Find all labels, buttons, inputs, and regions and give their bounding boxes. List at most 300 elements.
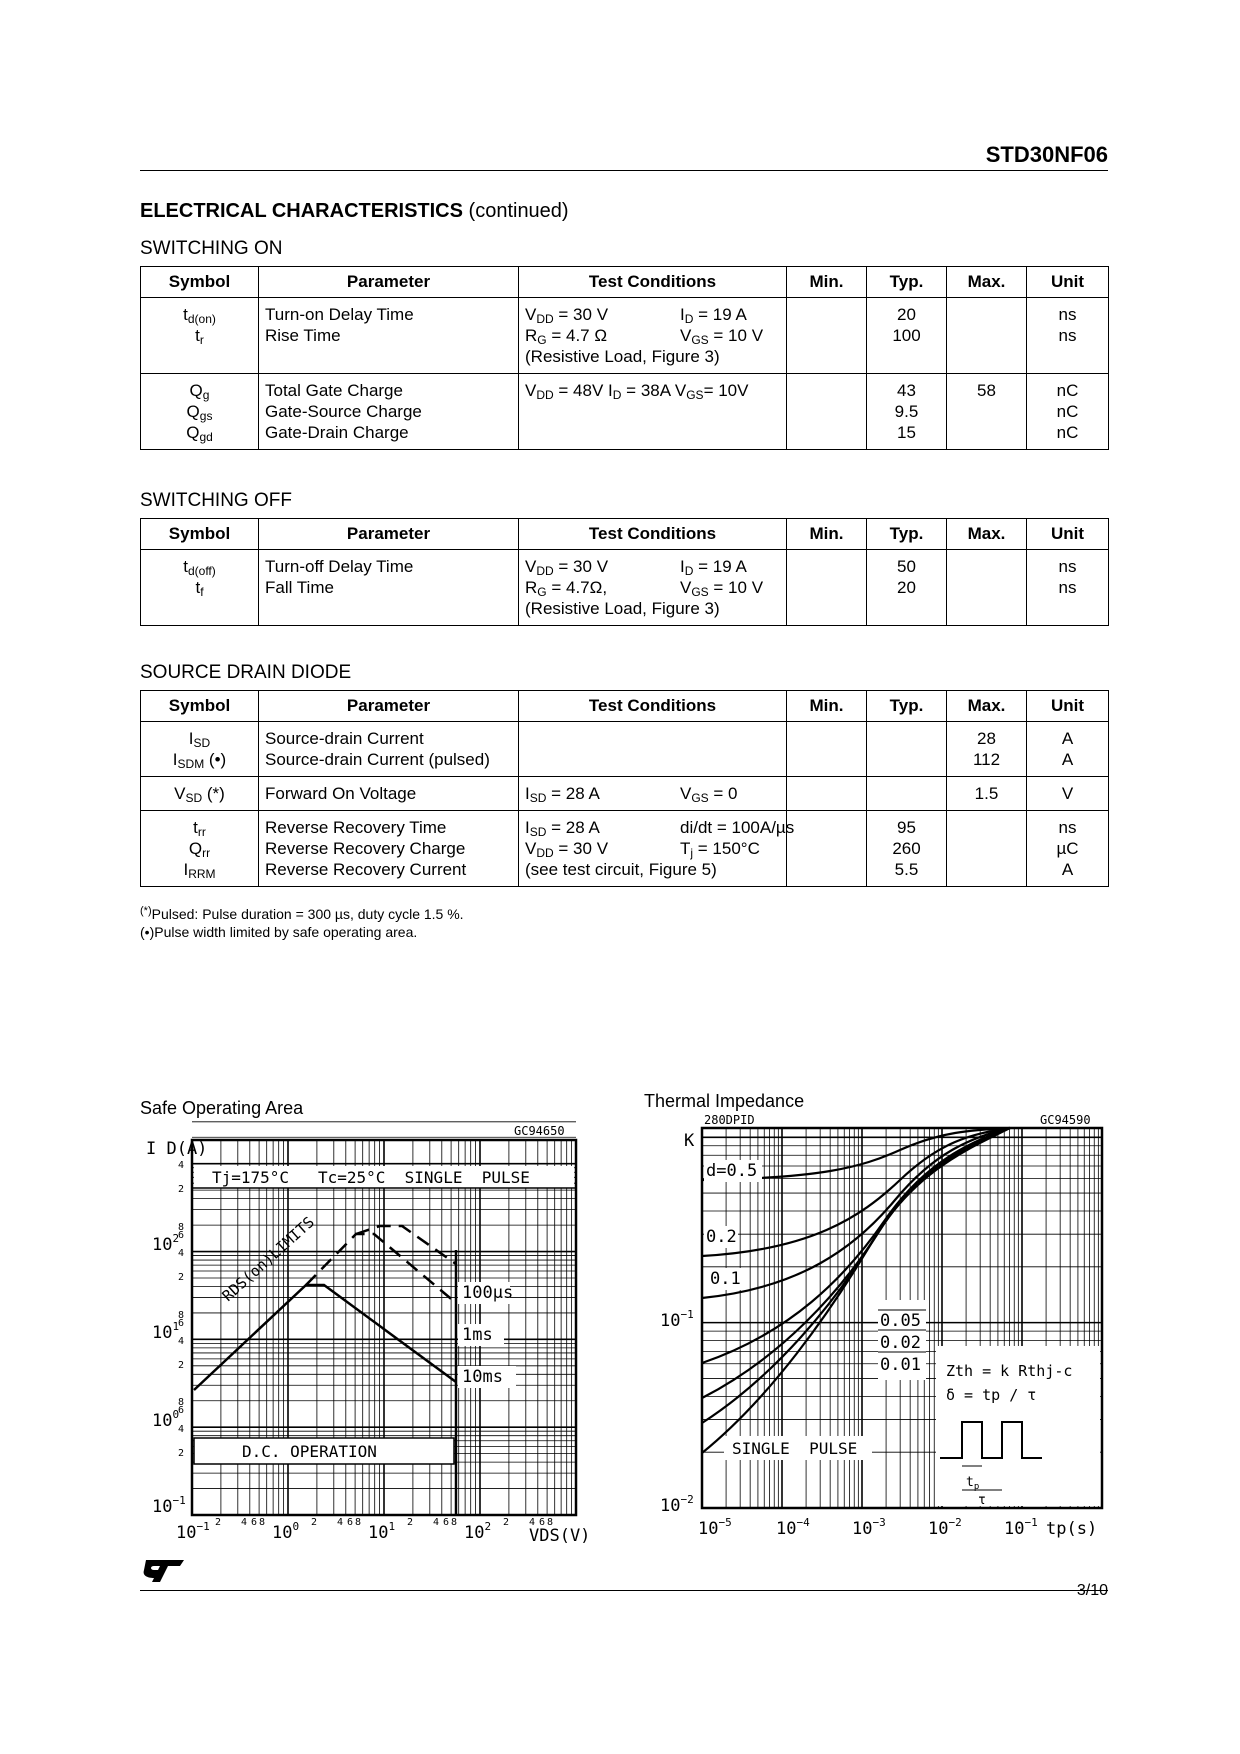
symbol-main: I bbox=[188, 729, 194, 748]
svg-text:4: 4 bbox=[337, 1517, 344, 1528]
thermal-xtick-5: $10^{-1}$ bbox=[1004, 1516, 1038, 1539]
soa-x-axis-label: VDS(V) bbox=[529, 1526, 591, 1546]
thermal-xtick-4: $10^{-2}$ bbox=[928, 1516, 962, 1539]
condition-value: = 28 A bbox=[546, 818, 600, 837]
column-header: Test Conditions bbox=[519, 691, 787, 722]
condition-segment bbox=[680, 784, 738, 803]
parameter: Source-drain Current bbox=[265, 729, 424, 748]
condition-line bbox=[525, 325, 780, 346]
svg-text:8: 8 bbox=[178, 1222, 185, 1233]
column-header: Parameter bbox=[259, 691, 519, 722]
thermal-single-pulse: SINGLE PULSE bbox=[732, 1439, 858, 1458]
condition-sub: GS bbox=[691, 333, 709, 347]
max-cell bbox=[947, 374, 1027, 450]
table-row bbox=[141, 374, 1109, 450]
table-row bbox=[141, 722, 1109, 777]
symbol-sub: gs bbox=[199, 409, 213, 423]
svg-text:6: 6 bbox=[251, 1517, 258, 1528]
column-header: Test Conditions bbox=[519, 267, 787, 298]
condition-sub: G bbox=[537, 333, 547, 347]
condition-segment bbox=[675, 381, 749, 400]
test-conditions-cell bbox=[519, 811, 795, 887]
symbol-main: I bbox=[172, 750, 178, 769]
test-conditions-cell bbox=[519, 374, 787, 450]
thermal-ytick-1: $10^{-1}$ bbox=[660, 1308, 694, 1331]
soa-ytick-3: $10^1$ bbox=[152, 1320, 180, 1343]
symbol-cell bbox=[141, 550, 259, 626]
condition-value: = 10V bbox=[703, 381, 749, 400]
column-header: Typ. bbox=[867, 267, 947, 298]
thermal-tau-label: τ bbox=[978, 1493, 986, 1508]
typ-cell bbox=[867, 374, 947, 450]
condition-segment bbox=[525, 381, 608, 400]
symbol-cell bbox=[141, 811, 259, 887]
typ-value: 43 bbox=[897, 381, 916, 400]
min-cell bbox=[787, 374, 867, 450]
condition-segment bbox=[525, 577, 680, 598]
condition-main: V bbox=[525, 839, 537, 858]
parameter: Reverse Recovery Current bbox=[265, 860, 467, 879]
condition-line bbox=[525, 817, 795, 839]
condition-sub: GS bbox=[691, 585, 709, 599]
unit-value: ns bbox=[1058, 818, 1077, 837]
max-cell bbox=[947, 777, 1027, 811]
symbol-main: t bbox=[183, 557, 188, 576]
condition-main: T bbox=[680, 839, 691, 858]
symbol bbox=[147, 817, 252, 838]
symbol-sub: RRM bbox=[188, 867, 216, 881]
header-rule bbox=[140, 170, 1108, 171]
condition-sub: SD bbox=[529, 791, 547, 805]
symbol-main: Q bbox=[189, 381, 203, 400]
column-header: Unit bbox=[1027, 519, 1109, 550]
switching-off-title: SWITCHING OFF bbox=[140, 490, 292, 511]
condition-main: V bbox=[674, 381, 687, 400]
thermal-tp-label: $t_p$ bbox=[966, 1475, 980, 1492]
max-cell bbox=[947, 811, 1027, 887]
typ-value: 9.5 bbox=[894, 402, 919, 421]
condition-value: = 30 V bbox=[553, 305, 609, 324]
soa-code: GC94650 bbox=[514, 1124, 565, 1138]
condition-segment bbox=[680, 326, 763, 345]
test-conditions-cell bbox=[519, 777, 787, 811]
unit-value: A bbox=[1061, 729, 1074, 748]
test-conditions-cell bbox=[519, 722, 787, 777]
condition-sub: DD bbox=[536, 846, 554, 860]
condition-main: V bbox=[680, 326, 692, 345]
condition-sub: GS bbox=[691, 791, 709, 805]
symbol-sub: f bbox=[200, 585, 204, 599]
column-header: Symbol bbox=[141, 519, 259, 550]
symbol-cell bbox=[141, 722, 259, 777]
condition-main: I bbox=[525, 818, 530, 837]
symbol bbox=[147, 380, 252, 401]
typ-value: 15 bbox=[897, 423, 916, 442]
unit-value: ns bbox=[1058, 557, 1077, 576]
condition-segment bbox=[680, 305, 747, 324]
thermal-xtick-3: $10^{-3}$ bbox=[852, 1516, 886, 1539]
footnote-limited-text: Pulse width limited by safe operating area. bbox=[154, 924, 418, 940]
condition-value: = 0 bbox=[708, 784, 738, 803]
column-header: Parameter bbox=[259, 519, 519, 550]
condition-main: I bbox=[680, 557, 685, 576]
svg-text:8: 8 bbox=[451, 1517, 458, 1528]
thermal-curve-d01 bbox=[702, 1128, 1010, 1298]
condition-line bbox=[525, 783, 780, 804]
condition-value: = 4.7Ω, bbox=[546, 578, 608, 597]
soa-ytick-4: $10^2$ bbox=[152, 1232, 180, 1255]
footnote-limited bbox=[140, 924, 417, 941]
condition-main: I bbox=[608, 381, 613, 400]
symbol-cell bbox=[141, 374, 259, 450]
footnote-pulsed-mark: (*) bbox=[140, 905, 152, 917]
parameter-cell bbox=[259, 811, 519, 887]
condition-sub: D bbox=[684, 564, 694, 578]
svg-text:2: 2 bbox=[407, 1517, 414, 1528]
condition-line bbox=[525, 598, 780, 619]
condition-value: = 4.7 Ω bbox=[546, 326, 608, 345]
min-cell bbox=[787, 777, 867, 811]
condition-segment bbox=[525, 817, 680, 838]
unit-cell bbox=[1027, 298, 1109, 374]
max-value: 112 bbox=[972, 750, 1001, 769]
thermal-code-right: GC94590 bbox=[1040, 1113, 1091, 1127]
symbol bbox=[147, 556, 252, 577]
parameter-cell bbox=[259, 374, 519, 450]
section-title-suffix: (continued) bbox=[468, 200, 569, 222]
page-number: 3/10 bbox=[1076, 1582, 1108, 1599]
parameter-cell bbox=[259, 298, 519, 374]
typ-value: 50 bbox=[897, 557, 916, 576]
parameter: Total Gate Charge bbox=[265, 381, 403, 400]
symbol-sub: r bbox=[199, 333, 204, 347]
svg-text:8: 8 bbox=[178, 1397, 185, 1408]
soa-minor-ylabels bbox=[178, 1160, 184, 1459]
symbol-main: Q bbox=[186, 423, 200, 442]
symbol-main: t bbox=[195, 326, 200, 345]
column-header: Max. bbox=[947, 519, 1027, 550]
symbol bbox=[147, 304, 252, 325]
svg-text:6: 6 bbox=[178, 1405, 185, 1416]
parameter: Rise Time bbox=[265, 326, 341, 345]
symbol bbox=[147, 749, 252, 770]
unit-value: ns bbox=[1058, 326, 1077, 345]
condition-sub: DD bbox=[536, 312, 554, 326]
condition-main: di/dt = 100A/µs bbox=[680, 818, 795, 837]
svg-text:2: 2 bbox=[503, 1517, 510, 1528]
symbol-main: t bbox=[183, 305, 188, 324]
parameter: Source-drain Current (pulsed) bbox=[265, 750, 490, 769]
parameter: Forward On Voltage bbox=[265, 784, 417, 803]
soa-label-10ms: 10ms bbox=[462, 1367, 503, 1387]
column-header: Min. bbox=[787, 267, 867, 298]
svg-text:4: 4 bbox=[178, 1248, 185, 1259]
column-header: Typ. bbox=[867, 691, 947, 722]
unit-cell bbox=[1027, 550, 1109, 626]
parameter: Gate-Source Charge bbox=[265, 402, 422, 421]
svg-text:8: 8 bbox=[547, 1517, 554, 1528]
unit-value: ns bbox=[1058, 578, 1077, 597]
column-header: Unit bbox=[1027, 267, 1109, 298]
symbol bbox=[147, 728, 252, 749]
typ-cell bbox=[867, 298, 947, 374]
thermal-graph-title: Thermal Impedance bbox=[644, 1091, 805, 1111]
condition-line bbox=[525, 859, 780, 880]
soa-label-1ms: 1ms bbox=[462, 1325, 493, 1345]
typ-cell bbox=[867, 811, 947, 887]
symbol bbox=[147, 577, 252, 598]
parameter: Reverse Recovery Charge bbox=[265, 839, 466, 858]
symbol-main: Q bbox=[186, 402, 200, 421]
condition-segment bbox=[680, 839, 760, 858]
symbol-sub: d(on) bbox=[187, 312, 216, 326]
parameter: Turn-on Delay Time bbox=[265, 305, 414, 324]
condition-segment bbox=[525, 838, 680, 859]
soa-dc-label: D.C. OPERATION bbox=[242, 1442, 377, 1461]
condition-main: V bbox=[525, 557, 537, 576]
symbol bbox=[147, 859, 252, 880]
switching-off-table bbox=[140, 518, 1109, 626]
symbol-suffix: (•) bbox=[204, 750, 227, 769]
parameter-cell bbox=[259, 722, 519, 777]
condition-line bbox=[525, 346, 780, 367]
test-conditions-cell bbox=[519, 298, 787, 374]
svg-text:4: 4 bbox=[178, 1336, 185, 1347]
unit-cell bbox=[1027, 811, 1109, 887]
max-cell bbox=[947, 550, 1027, 626]
condition-line bbox=[525, 304, 780, 325]
condition-value: = 19 A bbox=[693, 557, 747, 576]
parameter-cell bbox=[259, 777, 519, 811]
unit-cell bbox=[1027, 722, 1109, 777]
condition-line bbox=[525, 556, 780, 577]
symbol-main: V bbox=[174, 784, 186, 803]
table-row bbox=[141, 298, 1109, 374]
condition-segment bbox=[525, 347, 720, 366]
typ-cell bbox=[867, 722, 947, 777]
parameter: Turn-off Delay Time bbox=[265, 557, 414, 576]
typ-cell bbox=[867, 777, 947, 811]
table-header-row bbox=[141, 519, 1109, 550]
soa-graph-title: Safe Operating Area bbox=[140, 1098, 304, 1118]
thermal-graph bbox=[640, 1108, 1110, 1556]
max-cell bbox=[947, 722, 1027, 777]
condition-sub: GS bbox=[686, 388, 704, 402]
thermal-xtick-2: $10^{-4}$ bbox=[776, 1516, 810, 1539]
soa-xtick-4: $10^2$ bbox=[464, 1520, 492, 1543]
part-number: STD30NF06 bbox=[985, 142, 1108, 167]
column-header: Unit bbox=[1027, 691, 1109, 722]
max-value: 28 bbox=[977, 729, 996, 748]
condition-sub: D bbox=[612, 388, 622, 402]
parameter: Reverse Recovery Time bbox=[265, 818, 447, 837]
max-value: 58 bbox=[977, 381, 996, 400]
condition-segment bbox=[525, 783, 680, 804]
min-cell bbox=[787, 298, 867, 374]
thermal-label-d02: 0.2 bbox=[706, 1227, 737, 1247]
parameter: Gate-Drain Charge bbox=[265, 423, 409, 442]
condition-line bbox=[525, 380, 780, 401]
condition-segment bbox=[525, 325, 680, 346]
unit-value: µC bbox=[1056, 839, 1079, 858]
thermal-formula-1: Zth = k Rthj-c bbox=[946, 1362, 1073, 1380]
soa-xtick-1: $10^{-1}$ bbox=[176, 1520, 210, 1543]
table-header-row bbox=[141, 691, 1109, 722]
column-header: Max. bbox=[947, 267, 1027, 298]
table-row bbox=[141, 550, 1109, 626]
soa-conditions: Tj=175°C Tc=25°C SINGLE PULSE bbox=[212, 1168, 530, 1187]
thermal-code-left: 280DPID bbox=[704, 1113, 755, 1127]
parameter: Fall Time bbox=[265, 578, 334, 597]
symbol-main: I bbox=[183, 860, 189, 879]
parameter-cell bbox=[259, 550, 519, 626]
condition-main: V bbox=[525, 305, 537, 324]
source-drain-title: SOURCE DRAIN DIODE bbox=[140, 662, 352, 683]
svg-text:4: 4 bbox=[241, 1517, 248, 1528]
condition-segment bbox=[525, 860, 717, 879]
section-title bbox=[140, 200, 569, 223]
svg-text:6: 6 bbox=[443, 1517, 450, 1528]
symbol-suffix: (*) bbox=[202, 784, 225, 803]
typ-value: 100 bbox=[892, 326, 921, 345]
svg-text:2: 2 bbox=[178, 1360, 185, 1371]
condition-segment bbox=[680, 557, 747, 576]
condition-value: = 38A bbox=[621, 381, 675, 400]
symbol-main: t bbox=[195, 578, 201, 597]
condition-line bbox=[525, 838, 780, 859]
condition-main: R bbox=[525, 326, 538, 345]
condition-sub: SD bbox=[529, 825, 547, 839]
condition-segment bbox=[525, 556, 680, 577]
unit-value: A bbox=[1061, 860, 1074, 879]
unit-cell bbox=[1027, 374, 1109, 450]
condition-main: (see test circuit, Figure 5) bbox=[525, 860, 717, 879]
soa-rds-label: RDS(on)LIMITS bbox=[218, 1213, 318, 1305]
svg-text:2: 2 bbox=[311, 1517, 318, 1528]
thermal-label-d001: 0.01 bbox=[880, 1355, 921, 1375]
thermal-ytick-2: $10^{-2}$ bbox=[660, 1493, 694, 1516]
soa-xtick-3: $10^1$ bbox=[368, 1520, 396, 1543]
condition-value: = 10 V bbox=[708, 578, 764, 597]
min-cell bbox=[787, 811, 867, 887]
unit-cell bbox=[1027, 777, 1109, 811]
thermal-label-d002: 0.02 bbox=[880, 1333, 921, 1353]
condition-main: I bbox=[525, 784, 530, 803]
st-logo-icon bbox=[140, 1556, 188, 1586]
condition-main: R bbox=[525, 578, 538, 597]
min-cell bbox=[787, 722, 867, 777]
svg-text:4: 4 bbox=[529, 1517, 536, 1528]
column-header: Typ. bbox=[867, 519, 947, 550]
svg-text:6: 6 bbox=[178, 1230, 185, 1241]
column-header: Symbol bbox=[141, 691, 259, 722]
max-cell bbox=[947, 298, 1027, 374]
typ-value: 260 bbox=[892, 839, 921, 858]
condition-line bbox=[525, 577, 780, 598]
symbol bbox=[147, 783, 252, 804]
symbol-sub: rr bbox=[202, 846, 211, 860]
condition-main: V bbox=[680, 578, 692, 597]
svg-text:2: 2 bbox=[178, 1272, 185, 1283]
symbol bbox=[147, 325, 252, 346]
symbol bbox=[147, 422, 252, 443]
typ-cell bbox=[867, 550, 947, 626]
condition-value: = 28 A bbox=[546, 784, 600, 803]
symbol-sub: gd bbox=[199, 430, 213, 444]
soa-ytick-2: $10^0$ bbox=[152, 1408, 180, 1431]
column-header: Symbol bbox=[141, 267, 259, 298]
thermal-xtick-1: $10^{-5}$ bbox=[698, 1516, 732, 1539]
svg-text:6: 6 bbox=[539, 1517, 546, 1528]
svg-text:4: 4 bbox=[178, 1160, 185, 1171]
svg-text:6: 6 bbox=[178, 1318, 185, 1329]
svg-text:4: 4 bbox=[433, 1517, 440, 1528]
symbol-cell bbox=[141, 777, 259, 811]
svg-text:8: 8 bbox=[259, 1517, 266, 1528]
unit-value: V bbox=[1061, 784, 1074, 803]
condition-main: (Resistive Load, Figure 3) bbox=[525, 599, 720, 618]
condition-segment bbox=[680, 578, 763, 597]
condition-segment bbox=[680, 818, 794, 837]
condition-sub: j bbox=[690, 846, 694, 860]
thermal-label-d005: 0.05 bbox=[880, 1311, 921, 1331]
unit-value: nC bbox=[1056, 423, 1079, 442]
condition-value: = 48V bbox=[553, 381, 609, 400]
unit-value: nC bbox=[1056, 381, 1079, 400]
condition-segment bbox=[525, 304, 680, 325]
unit-value: ns bbox=[1058, 305, 1077, 324]
table-header-row bbox=[141, 267, 1109, 298]
condition-sub: DD bbox=[536, 564, 554, 578]
soa-label-100us: 100µs bbox=[462, 1283, 514, 1303]
soa-curve-10ms bbox=[306, 1234, 456, 1303]
typ-value: 5.5 bbox=[894, 860, 919, 879]
svg-text:8: 8 bbox=[178, 1310, 185, 1321]
thermal-label-d05: d=0.5 bbox=[706, 1161, 758, 1181]
column-header: Max. bbox=[947, 691, 1027, 722]
svg-text:2: 2 bbox=[178, 1448, 185, 1459]
symbol-main: t bbox=[193, 818, 198, 837]
soa-curve-1ms bbox=[356, 1226, 456, 1264]
max-value: 1.5 bbox=[974, 784, 999, 803]
typ-value: 20 bbox=[897, 305, 916, 324]
typ-value: 20 bbox=[897, 578, 916, 597]
column-header: Test Conditions bbox=[519, 519, 787, 550]
condition-value: = 30 V bbox=[553, 839, 609, 858]
thermal-formula-2: δ = tp / τ bbox=[946, 1386, 1037, 1404]
footnote-pulsed-text: Pulsed: Pulse duration = 300 µs, duty cycle 1.5 %. bbox=[151, 906, 464, 922]
condition-sub: D bbox=[684, 312, 694, 326]
condition-sub: DD bbox=[536, 388, 554, 402]
symbol-sub: SDM bbox=[177, 757, 205, 771]
soa-y-axis-label: I D(A) bbox=[146, 1139, 208, 1159]
condition-value: = 30 V bbox=[553, 557, 609, 576]
column-header: Parameter bbox=[259, 267, 519, 298]
condition-segment bbox=[608, 381, 675, 400]
thermal-label-d01: 0.1 bbox=[710, 1269, 741, 1289]
svg-text:8: 8 bbox=[355, 1517, 362, 1528]
symbol bbox=[147, 401, 252, 422]
svg-text:2: 2 bbox=[178, 1184, 185, 1195]
table-row bbox=[141, 777, 1109, 811]
condition-value: = 150°C bbox=[693, 839, 760, 858]
footer-rule bbox=[140, 1590, 1108, 1591]
symbol-sub: d(off) bbox=[187, 564, 216, 578]
footnote-pulsed bbox=[140, 906, 464, 923]
condition-main: (Resistive Load, Figure 3) bbox=[525, 347, 720, 366]
symbol-sub: SD bbox=[185, 791, 203, 805]
condition-value: = 10 V bbox=[708, 326, 764, 345]
